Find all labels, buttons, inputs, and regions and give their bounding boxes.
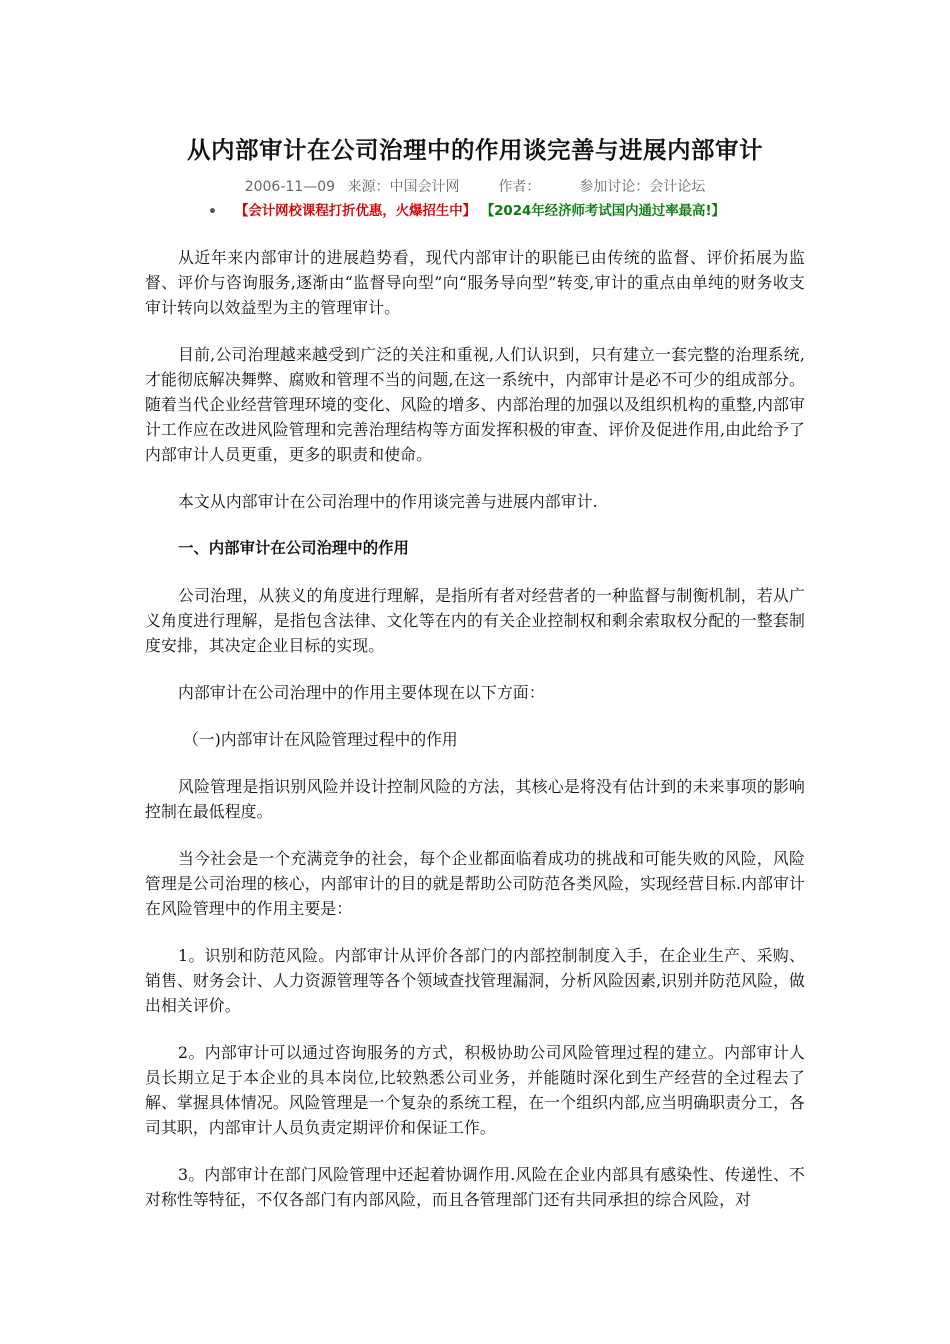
- discuss-link[interactable]: 参加讨论：会计论坛: [579, 179, 706, 195]
- subsection-heading-1: （一)内部审计在风险管理过程中的作用: [183, 730, 458, 749]
- publish-date: 2006-11—09: [244, 179, 336, 195]
- paragraph-7: 当今社会是一个充满竞争的社会，每个企业都面临着成功的挑战和可能失败的风险，风险管理是公司治理的核心，内部审计的目的就是帮助公司防范各类风险，实现经营目标.内部审计在风险管理中的作用主要是：: [145, 849, 805, 918]
- paragraph-3: 本文从内部审计在公司治理中的作用谈完善与进展内部审计.: [178, 492, 598, 511]
- paragraph-6: 风险管理是指识别风险并设计控制风险的方法，其核心是将没有估计到的未来事项的影响控制在最低程度。: [145, 777, 805, 821]
- paragraph-5: 内部审计在公司治理中的作用主要体现在以下方面：: [178, 683, 545, 702]
- article-meta: [145, 177, 805, 197]
- paragraph-2: 目前,公司治理越来越受到广泛的关注和重视,人们认识到，只有建立一套完整的治理系统,才能彻底解决舞弊、腐败和管理不当的问题,在这一系统中，内部审计是必不可少的组成部分。随着当代企业经营管理环境的变化、风险的增多、内部治理的加强以及组织机构的重整,内部审计工作应在改进风险管理和完善治理结构等方面发挥积极的审查、评价及促进作用,由此给予了内部审计人员更重，更多的职责和使命。: [145, 345, 805, 464]
- paragraph-1: 从近年来内部审计的进展趋势看，现代内部审计的职能已由传统的监督、评价拓展为监督、评价与咨询服务,逐渐由“监督导向型”向“服务导向型”转变,审计的重点由单纯的财务收支审计转向以效益型为主的管理审计。: [145, 248, 805, 317]
- promo-link-red[interactable]: 【会计网校课程打折优惠，火爆招生中】: [235, 204, 477, 219]
- promo-link-green[interactable]: 【2024年经济师考试国内通过率最高!】: [480, 204, 725, 219]
- paragraph-8: 1。识别和防范风险。内部审计从评价各部门的内部控制制度入手，在企业生产、采购、销售、财务会计、人力资源管理等各个领域查找管理漏洞，分析风险因素,识别并防范风险，做出相关评价。: [145, 946, 805, 1015]
- source-label: 来源：中国会计网: [347, 179, 460, 195]
- article-title: 从内部审计在公司治理中的作用谈完善与进展内部审计: [187, 136, 763, 164]
- paragraph-9: 2。内部审计可以通过咨询服务的方式，积极协助公司风险管理过程的建立。内部审计人员长期立足于本企业的具本岗位,比较熟悉公司业务，并能随时深化到生产经营的全过程去了解、掌握具体情况。风险管理是一个复杂的系统工程，在一个组织内部,应当明确职责分工，各司其职，内部审计人员负责定期评价和保证工作。: [145, 1043, 805, 1137]
- document-page: [145, 130, 805, 1212]
- promo-line: [145, 201, 805, 223]
- author-label: 作者：: [498, 179, 541, 195]
- bullet-icon: •: [208, 204, 217, 220]
- section-heading-1: 一、内部审计在公司治理中的作用: [178, 539, 409, 557]
- paragraph-10: 3。内部审计在部门风险管理中还起着协调作用.风险在企业内部具有感染性、传递性、不对称性等特征，不仅各部门有内部风险，而且各管理部门还有共同承担的综合风险，对: [145, 1165, 805, 1209]
- paragraph-4: 公司治理，从狭义的角度进行理解，是指所有者对经营者的一种监督与制衡机制，若从广义角度进行理解，是指包含法律、文化等在内的有关企业控制权和剩余索取权分配的一整套制度安排，其决定企业目标的实现。: [145, 586, 805, 655]
